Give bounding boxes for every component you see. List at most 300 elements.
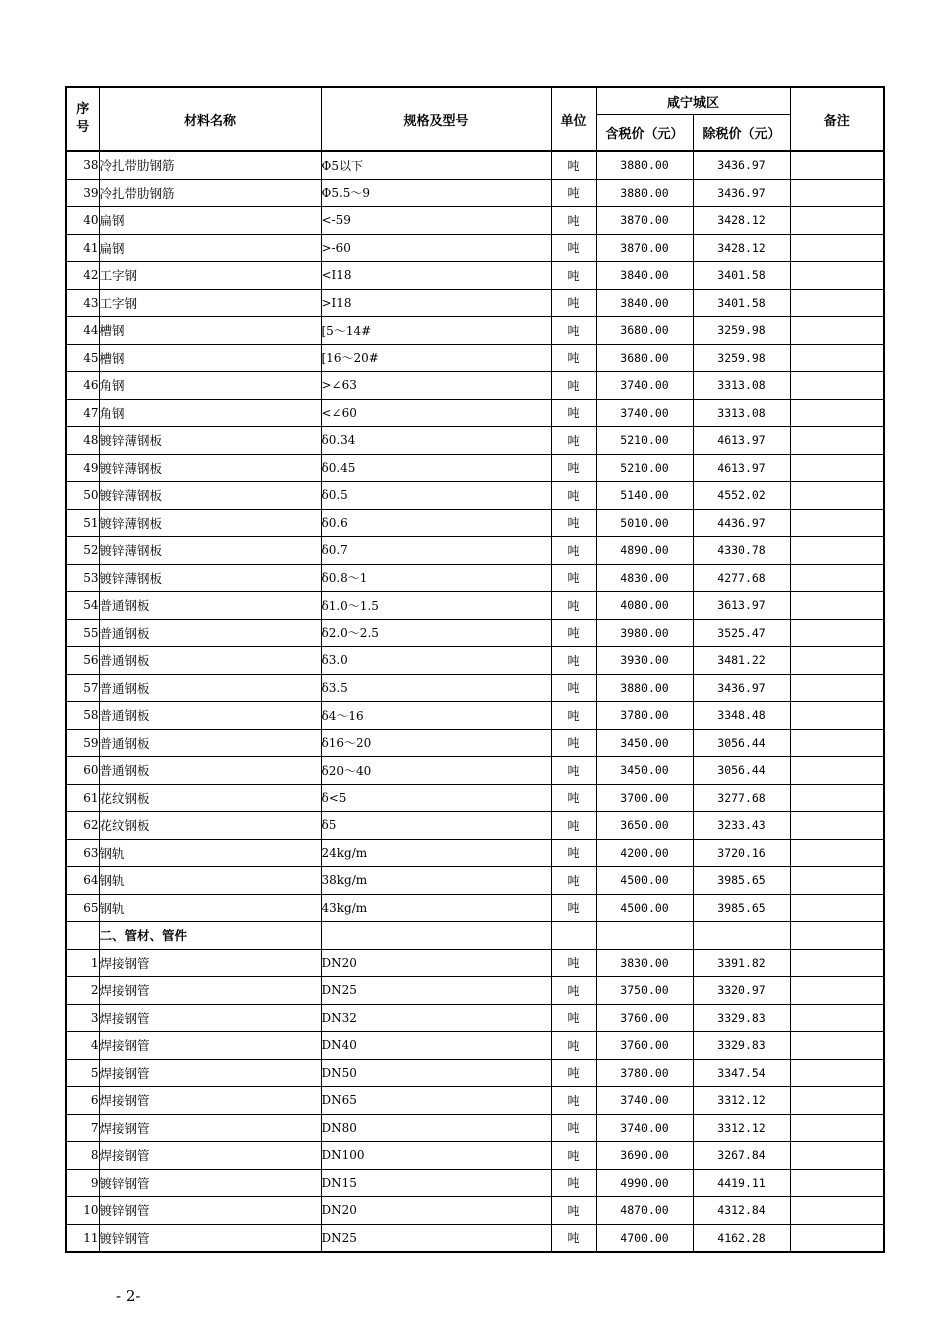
material-name: 槽钢 [99, 344, 321, 372]
material-name: 焊接钢管 [99, 1142, 321, 1170]
row-number: 45 [66, 344, 99, 372]
unit: 吨 [551, 619, 596, 647]
price-with-tax: 3740.00 [596, 372, 693, 400]
note [790, 894, 884, 922]
note [790, 1197, 884, 1225]
note [790, 757, 884, 785]
note [790, 812, 884, 840]
unit: 吨 [551, 757, 596, 785]
spec-model: DN20 [321, 949, 551, 977]
note [790, 1142, 884, 1170]
note [790, 537, 884, 565]
price-with-tax: 3740.00 [596, 1114, 693, 1142]
row-number: 5 [66, 1059, 99, 1087]
price-with-tax: 3650.00 [596, 812, 693, 840]
material-name: 钢轨 [99, 867, 321, 895]
table-row [66, 812, 884, 840]
material-name: 工字钢 [99, 289, 321, 317]
material-name: 普通钢板 [99, 702, 321, 730]
row-number: 57 [66, 674, 99, 702]
header-note: 备注 [790, 87, 884, 151]
material-name: 镀锌钢管 [99, 1197, 321, 1225]
table-row [66, 1087, 884, 1115]
row-number: 56 [66, 647, 99, 675]
note [790, 1169, 884, 1197]
material-name: 普通钢板 [99, 647, 321, 675]
unit: 吨 [551, 234, 596, 262]
price-without-tax: 3313.08 [693, 399, 790, 427]
material-name: 钢轨 [99, 839, 321, 867]
row-number: 46 [66, 372, 99, 400]
row-number: 4 [66, 1032, 99, 1060]
unit: 吨 [551, 1169, 596, 1197]
price-with-tax: 4500.00 [596, 867, 693, 895]
table-row [66, 207, 884, 235]
unit: 吨 [551, 1224, 596, 1252]
material-name: 焊接钢管 [99, 1004, 321, 1032]
price-without-tax: 3348.48 [693, 702, 790, 730]
row-number: 10 [66, 1197, 99, 1225]
unit: 吨 [551, 867, 596, 895]
note [790, 949, 884, 977]
price-without-tax: 4613.97 [693, 454, 790, 482]
material-name: 镀锌钢管 [99, 1169, 321, 1197]
spec-model: DN80 [321, 1114, 551, 1142]
row-number: 60 [66, 757, 99, 785]
row-number: 63 [66, 839, 99, 867]
table-row [66, 399, 884, 427]
price-with-tax: 4200.00 [596, 839, 693, 867]
unit: 吨 [551, 564, 596, 592]
row-number: 65 [66, 894, 99, 922]
header-unit: 单位 [551, 87, 596, 151]
price-with-tax: 3880.00 [596, 151, 693, 179]
price-without-tax: 3436.97 [693, 151, 790, 179]
section-no-cell [66, 922, 99, 950]
spec-model: δ1.0～1.5 [321, 592, 551, 620]
price-with-tax: 3840.00 [596, 262, 693, 290]
row-number: 52 [66, 537, 99, 565]
spec-model: δ0.8～1 [321, 564, 551, 592]
row-number: 59 [66, 729, 99, 757]
price-without-tax: 3347.54 [693, 1059, 790, 1087]
unit: 吨 [551, 179, 596, 207]
price-with-tax: 3760.00 [596, 1032, 693, 1060]
spec-model: 38kg/m [321, 867, 551, 895]
unit: 吨 [551, 344, 596, 372]
material-name: 镀锌薄钢板 [99, 537, 321, 565]
price-without-tax: 4312.84 [693, 1197, 790, 1225]
unit: 吨 [551, 977, 596, 1005]
price-without-tax: 3985.65 [693, 867, 790, 895]
note [790, 344, 884, 372]
table-row [66, 784, 884, 812]
table-row [66, 289, 884, 317]
material-name: 镀锌薄钢板 [99, 427, 321, 455]
table-row [66, 674, 884, 702]
table-row [66, 647, 884, 675]
unit: 吨 [551, 372, 596, 400]
table-row [66, 729, 884, 757]
section-title-row [66, 922, 884, 950]
spec-model: Φ5.5～9 [321, 179, 551, 207]
material-name: 花纹钢板 [99, 812, 321, 840]
price-without-tax: 3312.12 [693, 1114, 790, 1142]
spec-model: DN32 [321, 1004, 551, 1032]
unit: 吨 [551, 647, 596, 675]
unit: 吨 [551, 262, 596, 290]
row-number: 51 [66, 509, 99, 537]
material-name: 镀锌钢管 [99, 1224, 321, 1252]
spec-model: DN25 [321, 1224, 551, 1252]
row-number: 49 [66, 454, 99, 482]
unit: 吨 [551, 537, 596, 565]
spec-model: δ3.0 [321, 647, 551, 675]
price-without-tax: 3267.84 [693, 1142, 790, 1170]
material-name: 焊接钢管 [99, 1059, 321, 1087]
price-with-tax: 3780.00 [596, 1059, 693, 1087]
row-number: 3 [66, 1004, 99, 1032]
price-with-tax: 3870.00 [596, 207, 693, 235]
price-without-tax: 3329.83 [693, 1032, 790, 1060]
spec-model: δ<5 [321, 784, 551, 812]
row-number: 38 [66, 151, 99, 179]
table-row [66, 1059, 884, 1087]
spec-model: [16～20# [321, 344, 551, 372]
material-name: 焊接钢管 [99, 1114, 321, 1142]
row-number: 50 [66, 482, 99, 510]
price-with-tax: 5010.00 [596, 509, 693, 537]
table-body-pipes [66, 949, 884, 1252]
table-row [66, 1114, 884, 1142]
table-row [66, 592, 884, 620]
table-row [66, 1032, 884, 1060]
table-header [66, 87, 884, 151]
row-number: 41 [66, 234, 99, 262]
table-row [66, 482, 884, 510]
row-number: 42 [66, 262, 99, 290]
spec-model: 43kg/m [321, 894, 551, 922]
price-with-tax: 4890.00 [596, 537, 693, 565]
note [790, 977, 884, 1005]
row-number: 8 [66, 1142, 99, 1170]
price-with-tax: 3880.00 [596, 674, 693, 702]
spec-model: >-60 [321, 234, 551, 262]
price-with-tax: 4990.00 [596, 1169, 693, 1197]
row-number: 61 [66, 784, 99, 812]
unit: 吨 [551, 812, 596, 840]
spec-model: DN50 [321, 1059, 551, 1087]
spec-model: δ0.34 [321, 427, 551, 455]
spec-model: δ2.0～2.5 [321, 619, 551, 647]
price-without-tax: 3312.12 [693, 1087, 790, 1115]
row-number: 55 [66, 619, 99, 647]
price-with-tax: 4500.00 [596, 894, 693, 922]
note [790, 427, 884, 455]
unit: 吨 [551, 592, 596, 620]
unit: 吨 [551, 317, 596, 345]
row-number: 39 [66, 179, 99, 207]
table-row [66, 867, 884, 895]
material-name: 角钢 [99, 372, 321, 400]
spec-model: δ0.6 [321, 509, 551, 537]
spec-model: >∠63 [321, 372, 551, 400]
material-name: 冷扎带肋钢筋 [99, 179, 321, 207]
price-with-tax: 5140.00 [596, 482, 693, 510]
price-without-tax: 4552.02 [693, 482, 790, 510]
price-with-tax: 3450.00 [596, 729, 693, 757]
price-with-tax: 4870.00 [596, 1197, 693, 1225]
price-without-tax: 4330.78 [693, 537, 790, 565]
table-row [66, 839, 884, 867]
spec-model: δ0.7 [321, 537, 551, 565]
price-with-tax: 3680.00 [596, 344, 693, 372]
spec-model: <Ⅰ18 [321, 262, 551, 290]
spec-model: >Ⅰ18 [321, 289, 551, 317]
price-with-tax: 3780.00 [596, 702, 693, 730]
note [790, 482, 884, 510]
header-material-name: 材料名称 [99, 87, 321, 151]
note [790, 1004, 884, 1032]
price-without-tax: 3391.82 [693, 949, 790, 977]
table-row [66, 179, 884, 207]
note [790, 784, 884, 812]
spec-model: δ0.5 [321, 482, 551, 510]
row-number: 64 [66, 867, 99, 895]
table-row [66, 564, 884, 592]
row-number: 40 [66, 207, 99, 235]
note [790, 372, 884, 400]
unit: 吨 [551, 674, 596, 702]
note [790, 619, 884, 647]
row-number: 54 [66, 592, 99, 620]
material-name: 工字钢 [99, 262, 321, 290]
spec-model: <-59 [321, 207, 551, 235]
table-row [66, 509, 884, 537]
row-number: 1 [66, 949, 99, 977]
note [790, 647, 884, 675]
price-without-tax: 3985.65 [693, 894, 790, 922]
spec-model: DN20 [321, 1197, 551, 1225]
spec-model: DN65 [321, 1087, 551, 1115]
spec-model: [5～14# [321, 317, 551, 345]
price-with-tax: 3930.00 [596, 647, 693, 675]
spec-model: DN25 [321, 977, 551, 1005]
note [790, 1224, 884, 1252]
price-without-tax: 3436.97 [693, 674, 790, 702]
note [790, 207, 884, 235]
unit: 吨 [551, 151, 596, 179]
table-row [66, 151, 884, 179]
row-number: 44 [66, 317, 99, 345]
unit: 吨 [551, 1114, 596, 1142]
note [790, 592, 884, 620]
price-without-tax: 3056.44 [693, 757, 790, 785]
price-without-tax: 3259.98 [693, 317, 790, 345]
unit: 吨 [551, 1004, 596, 1032]
unit: 吨 [551, 427, 596, 455]
header-price-without-tax: 除税价（元） [693, 115, 790, 152]
price-with-tax: 3750.00 [596, 977, 693, 1005]
note [790, 1087, 884, 1115]
price-without-tax: 3401.58 [693, 262, 790, 290]
page-number: - 2- [116, 1287, 141, 1305]
note [790, 399, 884, 427]
table-row [66, 949, 884, 977]
price-without-tax: 3329.83 [693, 1004, 790, 1032]
note [790, 564, 884, 592]
material-name: 焊接钢管 [99, 1032, 321, 1060]
price-with-tax: 3980.00 [596, 619, 693, 647]
note [790, 729, 884, 757]
note [790, 702, 884, 730]
spec-model: δ4～16 [321, 702, 551, 730]
header-seq: 序 号 [66, 87, 99, 151]
material-name: 镀锌薄钢板 [99, 564, 321, 592]
price-with-tax: 3870.00 [596, 234, 693, 262]
note [790, 179, 884, 207]
price-without-tax: 3259.98 [693, 344, 790, 372]
price-without-tax: 3277.68 [693, 784, 790, 812]
price-with-tax: 3680.00 [596, 317, 693, 345]
price-without-tax: 3481.22 [693, 647, 790, 675]
price-without-tax: 3313.08 [693, 372, 790, 400]
unit: 吨 [551, 207, 596, 235]
spec-model: DN40 [321, 1032, 551, 1060]
header-region: 咸宁城区 [596, 87, 790, 115]
table-row [66, 702, 884, 730]
table-row [66, 1169, 884, 1197]
price-with-tax: 5210.00 [596, 454, 693, 482]
material-name: 普通钢板 [99, 619, 321, 647]
note [790, 1114, 884, 1142]
material-name: 角钢 [99, 399, 321, 427]
price-without-tax: 3525.47 [693, 619, 790, 647]
unit: 吨 [551, 1059, 596, 1087]
price-without-tax: 3056.44 [693, 729, 790, 757]
row-number: 62 [66, 812, 99, 840]
spec-model: DN15 [321, 1169, 551, 1197]
price-without-tax: 3320.97 [693, 977, 790, 1005]
row-number: 2 [66, 977, 99, 1005]
unit: 吨 [551, 729, 596, 757]
price-with-tax: 3690.00 [596, 1142, 693, 1170]
price-with-tax: 4830.00 [596, 564, 693, 592]
note [790, 151, 884, 179]
price-without-tax: 4419.11 [693, 1169, 790, 1197]
table-row [66, 537, 884, 565]
material-name: 冷扎带肋钢筋 [99, 151, 321, 179]
table-row [66, 1004, 884, 1032]
material-name: 镀锌薄钢板 [99, 509, 321, 537]
table-row [66, 427, 884, 455]
spec-model: δ20～40 [321, 757, 551, 785]
note [790, 234, 884, 262]
material-name: 普通钢板 [99, 757, 321, 785]
price-without-tax: 3401.58 [693, 289, 790, 317]
table-row [66, 894, 884, 922]
price-with-tax: 5210.00 [596, 427, 693, 455]
unit: 吨 [551, 1087, 596, 1115]
price-with-tax: 3830.00 [596, 949, 693, 977]
material-name: 普通钢板 [99, 674, 321, 702]
price-with-tax: 3760.00 [596, 1004, 693, 1032]
note [790, 867, 884, 895]
row-number: 43 [66, 289, 99, 317]
unit: 吨 [551, 1142, 596, 1170]
unit: 吨 [551, 894, 596, 922]
header-price-with-tax: 含税价（元） [596, 115, 693, 152]
material-name: 镀锌薄钢板 [99, 482, 321, 510]
price-without-tax: 3428.12 [693, 207, 790, 235]
price-without-tax: 4613.97 [693, 427, 790, 455]
note [790, 1032, 884, 1060]
material-name: 镀锌薄钢板 [99, 454, 321, 482]
table-row [66, 317, 884, 345]
row-number: 53 [66, 564, 99, 592]
price-without-tax: 3436.97 [693, 179, 790, 207]
spec-model: Φ5以下 [321, 151, 551, 179]
note [790, 509, 884, 537]
unit: 吨 [551, 509, 596, 537]
unit: 吨 [551, 1197, 596, 1225]
price-with-tax: 3450.00 [596, 757, 693, 785]
table-row [66, 372, 884, 400]
unit: 吨 [551, 1032, 596, 1060]
row-number: 7 [66, 1114, 99, 1142]
table-row [66, 262, 884, 290]
spec-model: <∠60 [321, 399, 551, 427]
table-row [66, 1142, 884, 1170]
spec-model: DN100 [321, 1142, 551, 1170]
price-without-tax: 3720.16 [693, 839, 790, 867]
row-number: 47 [66, 399, 99, 427]
section-title: 二、管材、管件 [99, 922, 321, 950]
price-without-tax: 4162.28 [693, 1224, 790, 1252]
table-row [66, 619, 884, 647]
section-row [66, 922, 884, 950]
material-name: 花纹钢板 [99, 784, 321, 812]
note [790, 262, 884, 290]
note [790, 317, 884, 345]
note [790, 674, 884, 702]
spec-model: δ3.5 [321, 674, 551, 702]
material-name: 扁钢 [99, 234, 321, 262]
table-row [66, 757, 884, 785]
material-name: 普通钢板 [99, 592, 321, 620]
material-name: 焊接钢管 [99, 1087, 321, 1115]
unit: 吨 [551, 839, 596, 867]
price-without-tax: 3233.43 [693, 812, 790, 840]
row-number: 6 [66, 1087, 99, 1115]
material-name: 焊接钢管 [99, 977, 321, 1005]
price-with-tax: 3740.00 [596, 399, 693, 427]
material-name: 焊接钢管 [99, 949, 321, 977]
row-number: 11 [66, 1224, 99, 1252]
spec-model: δ5 [321, 812, 551, 840]
note [790, 1059, 884, 1087]
price-without-tax: 4277.68 [693, 564, 790, 592]
row-number: 9 [66, 1169, 99, 1197]
material-name: 钢轨 [99, 894, 321, 922]
table-row [66, 234, 884, 262]
unit: 吨 [551, 482, 596, 510]
note [790, 839, 884, 867]
price-with-tax: 4700.00 [596, 1224, 693, 1252]
unit: 吨 [551, 784, 596, 812]
price-with-tax: 3840.00 [596, 289, 693, 317]
price-without-tax: 3428.12 [693, 234, 790, 262]
